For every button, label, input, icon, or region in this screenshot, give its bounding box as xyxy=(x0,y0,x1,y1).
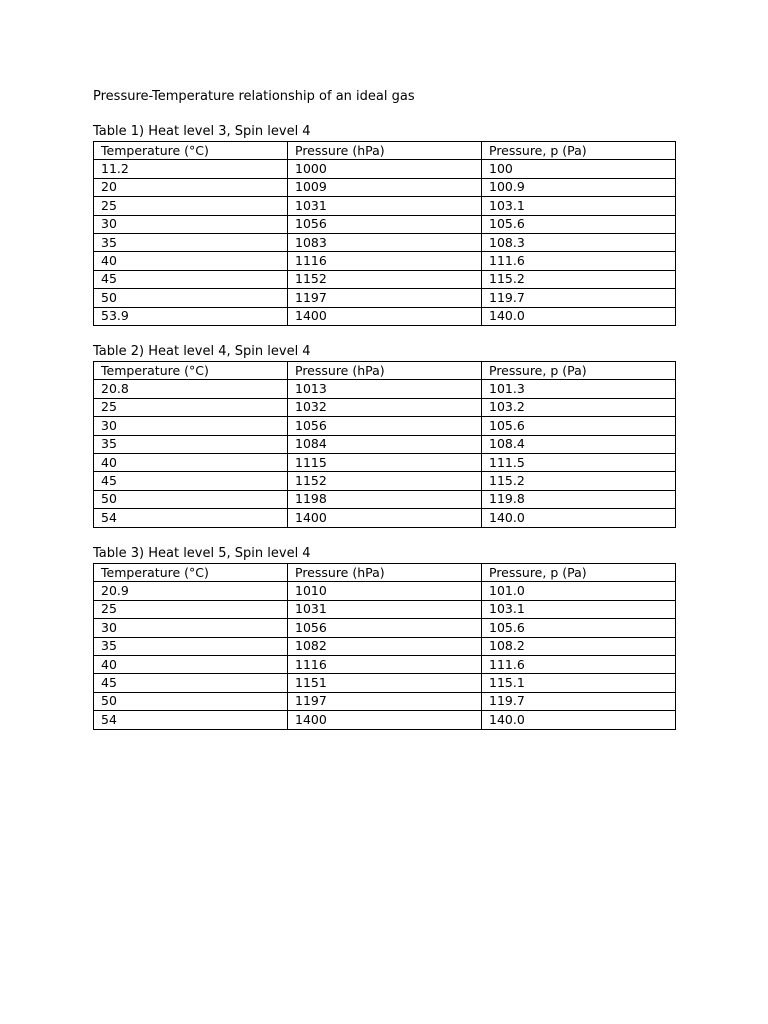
table-cell: 101.0 xyxy=(482,582,676,600)
table-row xyxy=(94,472,676,490)
table-row xyxy=(94,417,676,435)
table-cell: 1056 xyxy=(288,215,482,233)
table-cell: 54 xyxy=(94,509,288,527)
table-cell: 1400 xyxy=(288,711,482,729)
table-cell: 35 xyxy=(94,435,288,453)
table-cell: 35 xyxy=(94,637,288,655)
header-cell: Pressure, p (Pa) xyxy=(482,142,676,160)
table-cell: 20 xyxy=(94,178,288,196)
table-row xyxy=(94,490,676,508)
table-cell: 140.0 xyxy=(482,711,676,729)
table-caption: Table 2) Heat level 4, Spin level 4 xyxy=(93,344,311,359)
table-cell: 1197 xyxy=(288,289,482,307)
table-cell: 1056 xyxy=(288,619,482,637)
table-cell: 20.9 xyxy=(94,582,288,600)
table-cell: 119.7 xyxy=(482,692,676,710)
table-cell: 20.8 xyxy=(94,380,288,398)
table-cell: 30 xyxy=(94,619,288,637)
table-cell: 101.3 xyxy=(482,380,676,398)
table-cell: 140.0 xyxy=(482,307,676,325)
table-row xyxy=(94,711,676,729)
table-cell: 1082 xyxy=(288,637,482,655)
table-cell: 100.9 xyxy=(482,178,676,196)
data-table xyxy=(93,563,676,730)
table-cell: 1084 xyxy=(288,435,482,453)
table-cell: 119.7 xyxy=(482,289,676,307)
table-cell: 1400 xyxy=(288,509,482,527)
table-cell: 115.1 xyxy=(482,674,676,692)
table-row xyxy=(94,289,676,307)
table-row xyxy=(94,270,676,288)
header-cell: Pressure, p (Pa) xyxy=(482,564,676,582)
table-row xyxy=(94,215,676,233)
header-cell: Pressure (hPa) xyxy=(288,362,482,380)
table-cell: 119.8 xyxy=(482,490,676,508)
table-row xyxy=(94,252,676,270)
table-cell: 1010 xyxy=(288,582,482,600)
header-cell: Temperature (°C) xyxy=(94,142,288,160)
table-cell: 50 xyxy=(94,692,288,710)
table-cell: 1400 xyxy=(288,307,482,325)
table-row xyxy=(94,435,676,453)
table-block-2 xyxy=(93,344,675,528)
table-cell: 108.4 xyxy=(482,435,676,453)
table-header-row xyxy=(94,564,676,582)
table-row xyxy=(94,600,676,618)
table-row xyxy=(94,233,676,251)
table-cell: 1031 xyxy=(288,600,482,618)
table-cell: 25 xyxy=(94,197,288,215)
table-cell: 53.9 xyxy=(94,307,288,325)
table-row xyxy=(94,509,676,527)
table-row xyxy=(94,197,676,215)
table-caption: Table 1) Heat level 3, Spin level 4 xyxy=(93,124,311,139)
table-cell: 111.6 xyxy=(482,655,676,673)
table-row xyxy=(94,453,676,471)
table-cell: 140.0 xyxy=(482,509,676,527)
table-cell: 25 xyxy=(94,398,288,416)
table-cell: 40 xyxy=(94,453,288,471)
table-row xyxy=(94,178,676,196)
table-block-3 xyxy=(93,546,675,730)
table-cell: 1056 xyxy=(288,417,482,435)
table-cell: 1009 xyxy=(288,178,482,196)
table-cell: 30 xyxy=(94,215,288,233)
header-cell: Pressure (hPa) xyxy=(288,142,482,160)
table-cell: 108.2 xyxy=(482,637,676,655)
data-table xyxy=(93,361,676,528)
header-cell: Temperature (°C) xyxy=(94,564,288,582)
document-title: Pressure-Temperature relationship of an ideal gas xyxy=(93,89,415,104)
table-cell: 100 xyxy=(482,160,676,178)
table-cell: 1151 xyxy=(288,674,482,692)
table-cell: 1083 xyxy=(288,233,482,251)
header-cell: Temperature (°C) xyxy=(94,362,288,380)
table-cell: 1031 xyxy=(288,197,482,215)
table-cell: 50 xyxy=(94,490,288,508)
table-row xyxy=(94,582,676,600)
table-cell: 105.6 xyxy=(482,417,676,435)
table-cell: 111.5 xyxy=(482,453,676,471)
table-cell: 103.2 xyxy=(482,398,676,416)
table-cell: 25 xyxy=(94,600,288,618)
table-cell: 108.3 xyxy=(482,233,676,251)
table-cell: 1116 xyxy=(288,655,482,673)
table-cell: 111.6 xyxy=(482,252,676,270)
table-row xyxy=(94,307,676,325)
table-cell: 103.1 xyxy=(482,600,676,618)
table-block-1 xyxy=(93,124,675,326)
table-header-row xyxy=(94,362,676,380)
table-cell: 105.6 xyxy=(482,215,676,233)
table-cell: 45 xyxy=(94,270,288,288)
table-caption: Table 3) Heat level 5, Spin level 4 xyxy=(93,546,311,561)
table-cell: 1198 xyxy=(288,490,482,508)
table-row xyxy=(94,160,676,178)
table-row xyxy=(94,398,676,416)
table-cell: 1115 xyxy=(288,453,482,471)
table-cell: 1152 xyxy=(288,270,482,288)
header-cell: Pressure (hPa) xyxy=(288,564,482,582)
table-cell: 1000 xyxy=(288,160,482,178)
header-cell: Pressure, p (Pa) xyxy=(482,362,676,380)
table-cell: 30 xyxy=(94,417,288,435)
table-row xyxy=(94,380,676,398)
table-cell: 11.2 xyxy=(94,160,288,178)
table-cell: 1013 xyxy=(288,380,482,398)
data-table xyxy=(93,141,676,326)
table-cell: 1152 xyxy=(288,472,482,490)
table-cell: 45 xyxy=(94,674,288,692)
table-cell: 1197 xyxy=(288,692,482,710)
table-cell: 115.2 xyxy=(482,472,676,490)
table-cell: 1116 xyxy=(288,252,482,270)
table-row xyxy=(94,619,676,637)
table-cell: 105.6 xyxy=(482,619,676,637)
table-cell: 54 xyxy=(94,711,288,729)
table-cell: 35 xyxy=(94,233,288,251)
table-cell: 45 xyxy=(94,472,288,490)
table-cell: 40 xyxy=(94,655,288,673)
table-row xyxy=(94,674,676,692)
table-cell: 40 xyxy=(94,252,288,270)
table-header-row xyxy=(94,142,676,160)
table-cell: 115.2 xyxy=(482,270,676,288)
table-cell: 1032 xyxy=(288,398,482,416)
table-row xyxy=(94,655,676,673)
table-cell: 103.1 xyxy=(482,197,676,215)
table-cell: 50 xyxy=(94,289,288,307)
table-row xyxy=(94,637,676,655)
table-row xyxy=(94,692,676,710)
